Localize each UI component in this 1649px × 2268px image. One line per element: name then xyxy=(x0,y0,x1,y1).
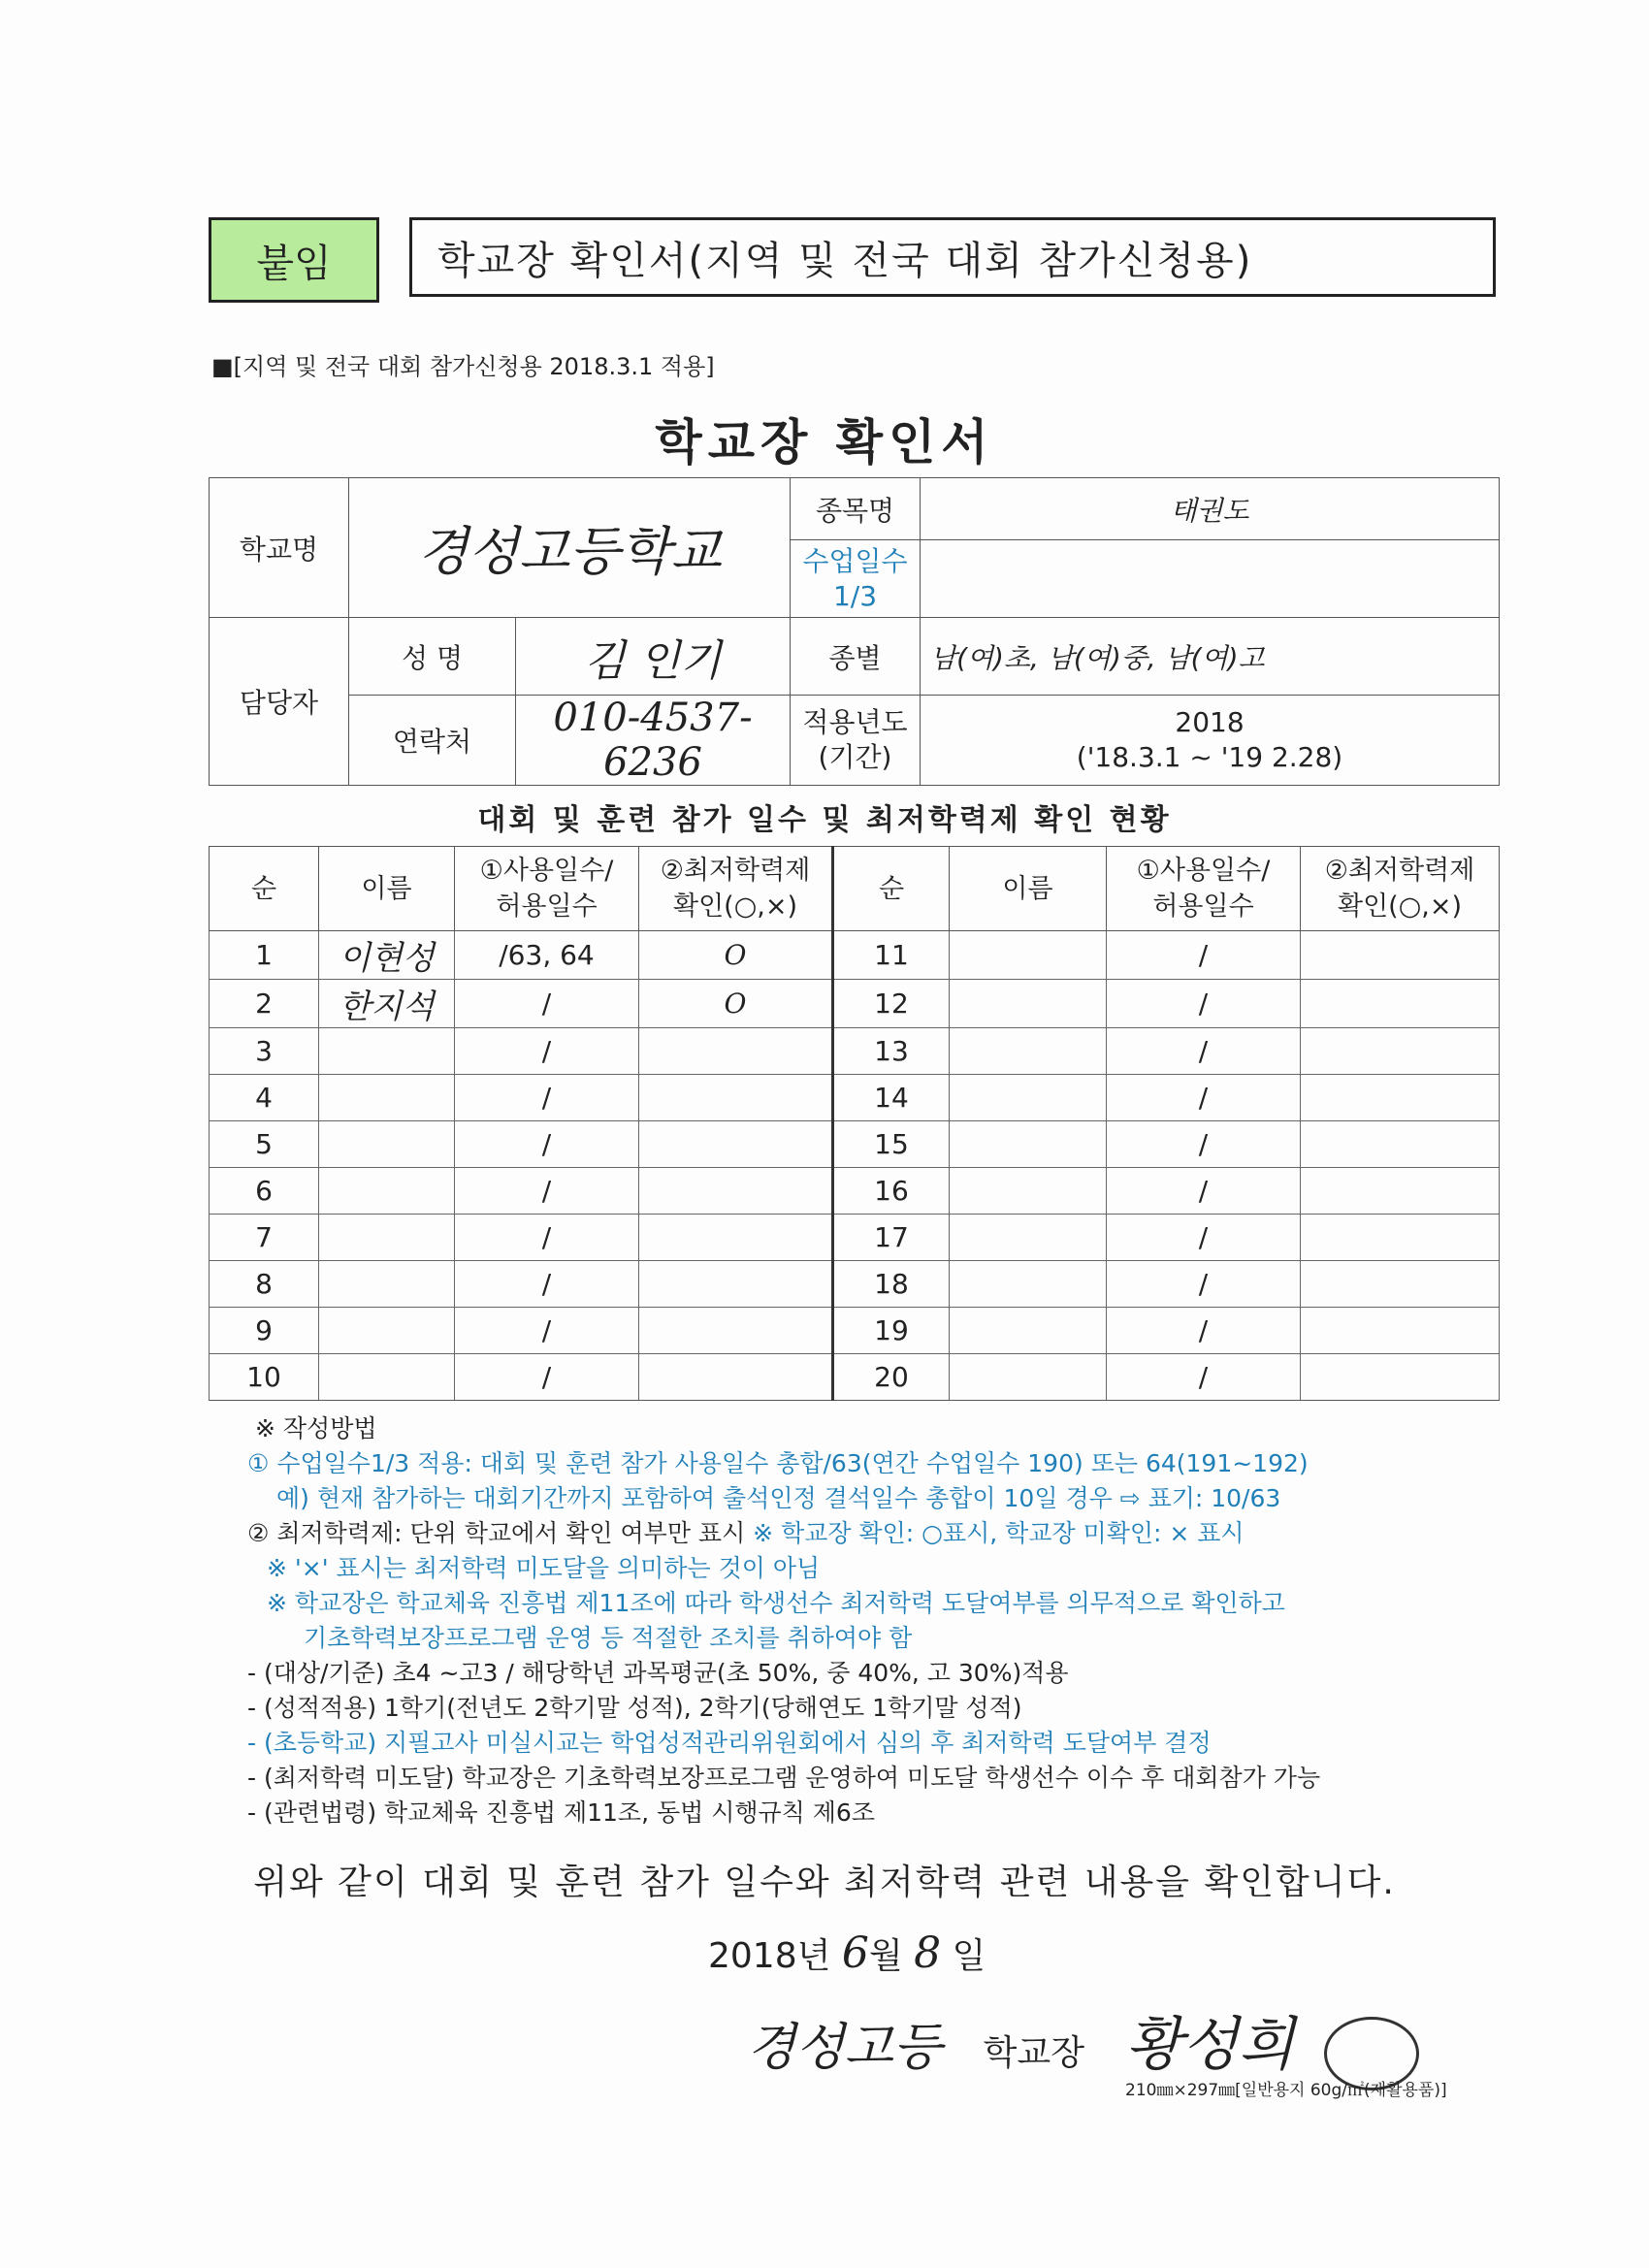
detail-2: - (성적적용) 1학기(전년도 2학기말 성적), 2학기(당해연도 1학기말 성적) xyxy=(247,1694,1022,1722)
roster-days: / xyxy=(455,1308,639,1354)
roster-num: 15 xyxy=(833,1121,950,1168)
sport-label: 종목명 xyxy=(791,478,921,540)
table-row xyxy=(210,1215,1500,1261)
roster-num: 12 xyxy=(833,980,950,1028)
roster-num: 16 xyxy=(833,1168,950,1215)
date-month-unit: 월 xyxy=(868,1936,903,1976)
roster-name xyxy=(319,1075,455,1121)
name-label: 성 명 xyxy=(349,618,516,696)
roster-confirm xyxy=(639,1261,833,1308)
roster-days: / xyxy=(1107,1215,1301,1261)
roster-confirm xyxy=(1301,1075,1500,1121)
roster-days: / xyxy=(1107,1308,1301,1354)
header-confirm-b: 확인(○,×) xyxy=(673,891,797,922)
header-days-right xyxy=(1107,847,1301,931)
roster-num: 6 xyxy=(210,1168,319,1215)
roster-num: 4 xyxy=(210,1075,319,1121)
roster-num: 18 xyxy=(833,1261,950,1308)
table-row xyxy=(210,1121,1500,1168)
header-confirm xyxy=(639,847,833,931)
roster-num: 2 xyxy=(210,980,319,1028)
note-4b: 기초학력보장프로그램 운영 등 적절한 조치를 취하여야 함 xyxy=(304,1624,913,1652)
roster-days: / xyxy=(455,1121,639,1168)
roster-name xyxy=(319,1308,455,1354)
roster-days: / xyxy=(1107,980,1301,1028)
date-day: 8 xyxy=(914,1928,942,1978)
roster-days: / xyxy=(1107,931,1301,980)
roster-confirm xyxy=(639,1354,833,1401)
class-days-cell xyxy=(791,540,921,618)
table-row xyxy=(210,1028,1500,1075)
roster-days: / xyxy=(1107,1121,1301,1168)
note-1b: 예) 현재 참가하는 대회기간까지 포함하여 출석인정 결석일수 총합이 10일 경우 ⇨ 표기: 10/63 xyxy=(276,1484,1281,1512)
sport-value: 태권도 xyxy=(921,478,1500,540)
category-value: 남(여)초, 남(여)중, 남(여)고 xyxy=(921,618,1500,696)
roster-table xyxy=(209,846,1500,1401)
header-name: 이름 xyxy=(319,847,455,931)
roster-days: / xyxy=(455,1168,639,1215)
note-2 xyxy=(247,1516,1508,1551)
year-label: 적용년도 xyxy=(802,706,908,738)
roster-confirm: O xyxy=(639,980,833,1028)
year-value-cell xyxy=(921,696,1500,786)
roster-name xyxy=(950,1028,1107,1075)
roster-confirm xyxy=(1301,1261,1500,1308)
principal-signature: 황성희 xyxy=(1125,2011,1295,2079)
roster-days: / xyxy=(455,1028,639,1075)
note-2b: ※ 학교장 확인: ○표시, 학교장 미확인: × 표시 xyxy=(753,1519,1245,1547)
roster-name: 이현성 xyxy=(319,931,455,980)
year-value: 2018 xyxy=(1175,706,1245,738)
roster-confirm xyxy=(639,1215,833,1261)
roster-name xyxy=(950,980,1107,1028)
roster-days: / xyxy=(455,1215,639,1261)
roster-num: 9 xyxy=(210,1308,319,1354)
header-confirm-a: ②최저학력제 xyxy=(660,856,811,886)
header-days-a: ①사용일수/ xyxy=(479,856,614,886)
roster-num: 13 xyxy=(833,1028,950,1075)
roster-days: / xyxy=(455,1261,639,1308)
roster-confirm xyxy=(639,1075,833,1121)
roster-confirm xyxy=(1301,980,1500,1028)
note-2a: ② 최저학력제: 단위 학교에서 확인 여부만 표시 xyxy=(247,1519,746,1547)
roster-name xyxy=(950,1075,1107,1121)
header-confirm-b-right: 확인(○,×) xyxy=(1338,891,1462,922)
roster-name xyxy=(319,1354,455,1401)
table-row xyxy=(210,1261,1500,1308)
roster-confirm xyxy=(639,1168,833,1215)
notes-heading: ※ 작성방법 xyxy=(255,1414,377,1442)
roster-confirm xyxy=(1301,1215,1500,1261)
roster-num: 17 xyxy=(833,1215,950,1261)
roster-name xyxy=(950,1261,1107,1308)
roster-num: 1 xyxy=(210,931,319,980)
roster-days: / xyxy=(455,1075,639,1121)
table-row xyxy=(210,1075,1500,1121)
roster-days: / xyxy=(1107,1168,1301,1215)
date-year: 2018년 xyxy=(708,1936,831,1976)
note-1a: ① 수업일수1/3 적용: 대회 및 훈련 참가 사용일수 총합/63(연간 수업일수 190) 또는 64(191~192) xyxy=(247,1449,1309,1477)
header-name-right: 이름 xyxy=(950,847,1107,931)
roster-num: 10 xyxy=(210,1354,319,1401)
date xyxy=(708,1928,986,1978)
roster-name xyxy=(950,931,1107,980)
roster-days: / xyxy=(1107,1261,1301,1308)
document-title: 학교장 확인서(지역 및 전국 대회 참가신청용) xyxy=(409,217,1496,297)
table-row xyxy=(210,931,1500,980)
contact-person-label: 담당자 xyxy=(210,618,349,786)
form-code: ■[지역 및 전국 대회 참가신청용 2018.3.1 적용] xyxy=(211,353,715,380)
note-3: ※ '×' 표시는 최저학력 미도달을 의미하는 것이 아님 xyxy=(267,1554,821,1582)
roster-days: / xyxy=(455,1354,639,1401)
header-num-right: 순 xyxy=(833,847,950,931)
roster-name xyxy=(950,1215,1107,1261)
period-label: (기간) xyxy=(818,741,892,773)
detail-4: - (최저학력 미도달) 학교장은 기초학력보장프로그램 운영하여 미도달 학생선수 이수 후 대회참가 가능 xyxy=(247,1764,1321,1792)
school-value: 경성고등학교 xyxy=(349,478,791,618)
table-row xyxy=(210,1354,1500,1401)
table-row xyxy=(210,980,1500,1028)
roster-name xyxy=(950,1121,1107,1168)
roster-days: /63, 64 xyxy=(455,931,639,980)
phone-value: 010-4537-6236 xyxy=(516,696,791,786)
roster-name xyxy=(319,1261,455,1308)
class-days-value: 1/3 xyxy=(832,579,878,612)
table-row xyxy=(210,1168,1500,1215)
school-short: 경성고등 xyxy=(747,2019,942,2077)
roster-confirm xyxy=(1301,1028,1500,1075)
roster-days: / xyxy=(1107,1075,1301,1121)
roster-num: 8 xyxy=(210,1261,319,1308)
roster-name: 한지석 xyxy=(319,980,455,1028)
table-row xyxy=(210,1308,1500,1354)
roster-days: / xyxy=(1107,1354,1301,1401)
roster-num: 14 xyxy=(833,1075,950,1121)
date-month: 6 xyxy=(841,1928,869,1978)
roster-num: 3 xyxy=(210,1028,319,1075)
roster-confirm xyxy=(1301,1308,1500,1354)
phone-label: 연락처 xyxy=(349,696,516,786)
roster-name xyxy=(950,1168,1107,1215)
roster-name xyxy=(319,1215,455,1261)
roster-num: 11 xyxy=(833,931,950,980)
school-label: 학교명 xyxy=(210,478,349,618)
detail-5: - (관련법령) 학교체육 진흥법 제11조, 동법 시행규칙 제6조 xyxy=(247,1798,875,1827)
roster-confirm xyxy=(639,1121,833,1168)
roster-confirm xyxy=(1301,1168,1500,1215)
confirm-statement: 위와 같이 대회 및 훈련 참가 일수와 최저학력 관련 내용을 확인합니다. xyxy=(253,1863,1396,1902)
page-title: 학교장 확인서 xyxy=(655,414,994,470)
roster-days: / xyxy=(455,980,639,1028)
note-4a: ※ 학교장은 학교체육 진흥법 제11조에 따라 학생선수 최저학력 도달여부를 의무적으로 확인하고 xyxy=(267,1589,1285,1617)
roster-num: 5 xyxy=(210,1121,319,1168)
header-days-a-right: ①사용일수/ xyxy=(1136,856,1271,886)
class-days-empty xyxy=(921,540,1500,618)
roster-num: 20 xyxy=(833,1354,950,1401)
roster-confirm xyxy=(639,1308,833,1354)
roster-name xyxy=(319,1168,455,1215)
header-days-b-right: 허용일수 xyxy=(1152,891,1254,922)
info-table xyxy=(209,477,1500,786)
roster-days: / xyxy=(1107,1028,1301,1075)
roster-num: 7 xyxy=(210,1215,319,1261)
header-num: 순 xyxy=(210,847,319,931)
roster-name xyxy=(319,1121,455,1168)
detail-1: - (대상/기준) 초4 ~고3 / 해당학년 과목평균(초 50%, 중 40%, 고 30%)적용 xyxy=(247,1659,1069,1687)
paper-spec: 210㎜×297㎜[일반용지 60g/㎡(재활용품)] xyxy=(1125,2081,1447,2100)
period-value: ('18.3.1 ~ '19 2.28) xyxy=(1076,741,1343,773)
class-days-label: 수업일수 xyxy=(802,544,908,577)
roster-num: 19 xyxy=(833,1308,950,1354)
header-confirm-a-right: ②최저학력제 xyxy=(1324,856,1475,886)
principal-label: 학교장 xyxy=(983,2033,1084,2073)
header-days xyxy=(455,847,639,931)
roster-name xyxy=(319,1028,455,1075)
roster-confirm: O xyxy=(639,931,833,980)
roster-confirm xyxy=(1301,1121,1500,1168)
name-value: 김 인기 xyxy=(516,618,791,696)
header-days-b: 허용일수 xyxy=(496,891,598,922)
attachment-label: 붙임 xyxy=(209,217,379,303)
category-label: 종별 xyxy=(791,618,921,696)
header-confirm-right xyxy=(1301,847,1500,931)
roster-confirm xyxy=(1301,1354,1500,1401)
year-label-cell xyxy=(791,696,921,786)
roster-confirm xyxy=(639,1028,833,1075)
roster-title: 대회 및 훈련 참가 일수 및 최저학력제 확인 현황 xyxy=(477,803,1172,837)
date-day-unit: 일 xyxy=(952,1936,986,1976)
detail-3: - (초등학교) 지필고사 미실시교는 학업성적관리위원회에서 심의 후 최저학력 도달여부 결정 xyxy=(247,1729,1212,1757)
roster-confirm xyxy=(1301,931,1500,980)
roster-name xyxy=(950,1308,1107,1354)
instructions xyxy=(247,1411,1508,1831)
roster-name xyxy=(950,1354,1107,1401)
